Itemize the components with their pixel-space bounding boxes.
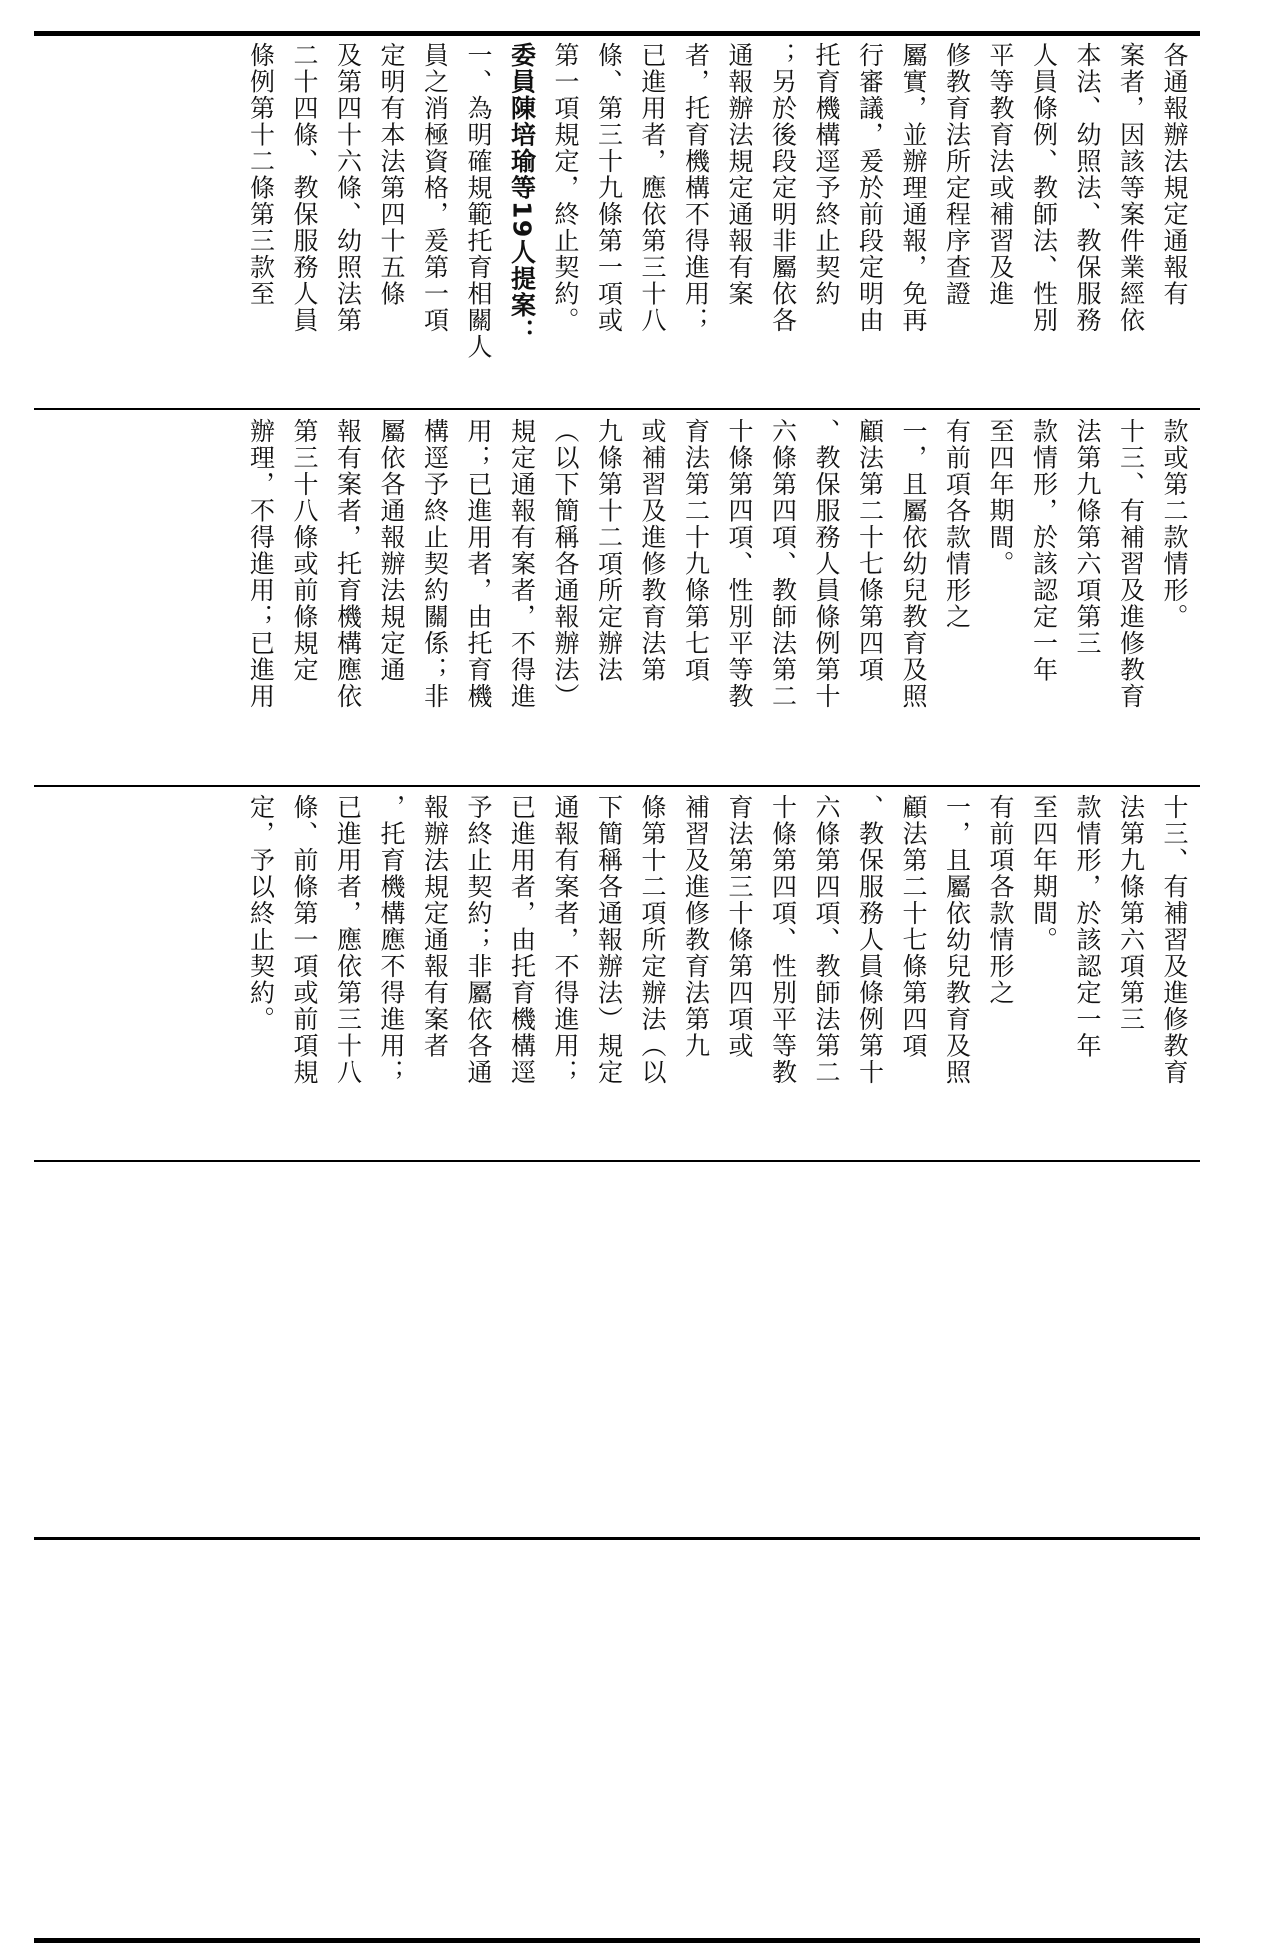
divider-rule xyxy=(34,408,1200,410)
text-line: 二十四條、教保服務人員 xyxy=(290,42,319,334)
text-line: 行審議，爰於前段定明由 xyxy=(855,42,885,334)
text-line: 十條第四項、性別平等教 xyxy=(768,794,798,1086)
text-line: 已進用者，應依第三十八 xyxy=(638,42,667,334)
text-line: 款或第二款情形。 xyxy=(1160,418,1189,630)
text-line: 育法第三十條第四項或 xyxy=(725,794,754,1059)
text-line: 或補習及進修教育法第 xyxy=(638,418,667,683)
text-line: 通報有案者，不得進用； xyxy=(551,794,580,1086)
text-line: 一、為明確規範托育相關人 xyxy=(464,42,493,360)
text-line: 法第九條第六項第三 xyxy=(1073,418,1102,657)
text-line: 定，予以終止契約。 xyxy=(246,794,276,1033)
text-line: 條、第三十九條第一項或 xyxy=(594,42,624,334)
divider-rule xyxy=(34,1537,1200,1540)
text-line: 條第十二項所定辦法（以 xyxy=(638,794,667,1086)
text-line: 六條第四項、教師法第二 xyxy=(812,794,841,1086)
text-line: 通報辦法規定通報有案 xyxy=(725,42,754,307)
text-line: 及第四十六條、幼照法第 xyxy=(333,42,363,334)
text-line: 員之消極資格，爰第一項 xyxy=(420,42,450,334)
text-line: 法第九條第六項第三 xyxy=(1116,794,1146,1033)
text-line: 一，且屬依幼兒教育及照 xyxy=(942,794,972,1086)
bottom-thick-rule xyxy=(34,1938,1200,1943)
text-line: 已進用者，應依第三十八 xyxy=(333,794,363,1086)
text-line: 定明有本法第四十五條 xyxy=(377,42,406,307)
text-line: 屬依各通報辦法規定通 xyxy=(377,418,406,683)
text-line: 款情形，於該認定一年 xyxy=(1073,794,1102,1059)
text-line: 報有案者，托育機構應依 xyxy=(333,418,363,710)
text-line: 下簡稱各通報辦法）規定 xyxy=(594,794,624,1086)
text-line: 、教保服務人員條例第十 xyxy=(855,794,885,1086)
text-line: 報辦法規定通報有案者 xyxy=(420,794,450,1059)
text-line: （以下簡稱各通報辦法） xyxy=(551,418,580,710)
text-line: 人員條例、教師法、性別 xyxy=(1029,42,1059,334)
text-line: 顧法第二十七條第四項 xyxy=(899,794,928,1059)
text-line: 規定通報有案者，不得進 xyxy=(507,418,537,710)
text-line: 條例第十二條第三款至 xyxy=(246,42,276,307)
divider-rule xyxy=(34,1160,1200,1162)
text-line: 顧法第二十七條第四項 xyxy=(855,418,885,683)
text-line: 六條第四項、教師法第二 xyxy=(768,418,798,710)
text-line: 第一項規定，終止契約。 xyxy=(551,42,580,334)
proposal-heading: 委員陳培瑜等19人提案： xyxy=(507,42,537,345)
text-line: 款情形，於該認定一年 xyxy=(1029,418,1059,683)
text-line: 各通報辦法規定通報有 xyxy=(1160,42,1189,307)
text-line: 用；已進用者，由托育機 xyxy=(464,418,493,710)
text-line: 予終止契約；非屬依各通 xyxy=(464,794,493,1086)
text-line: 一，且屬依幼兒教育及照 xyxy=(899,418,928,710)
text-line: 案者，因該等案件業經依 xyxy=(1116,42,1146,334)
text-line: 第三十八條或前條規定 xyxy=(290,418,319,683)
text-line: 有前項各款情形之 xyxy=(942,418,972,630)
text-line: ，托育機構應不得進用； xyxy=(377,794,406,1086)
text-line: 至四年期間。 xyxy=(1029,794,1059,953)
text-block-top xyxy=(40,42,1196,398)
text-line: 已進用者，由托育機構逕 xyxy=(507,794,537,1086)
text-line: 育法第二十九條第七項 xyxy=(681,418,711,683)
text-line: 條、前條第一項或前項規 xyxy=(290,794,319,1086)
text-block-middle xyxy=(40,418,1196,774)
text-line: 十三、有補習及進修教育 xyxy=(1116,418,1146,710)
text-line: 九條第十二項所定辦法 xyxy=(594,418,624,683)
top-thick-rule xyxy=(34,31,1200,36)
text-line: 有前項各款情形之 xyxy=(986,794,1015,1006)
text-line: 辦理，不得進用；已進用 xyxy=(246,418,276,710)
text-line: 構逕予終止契約關係；非 xyxy=(420,418,450,710)
text-line: 托育機構逕予終止契約 xyxy=(812,42,841,307)
text-line: 平等教育法或補習及進 xyxy=(986,42,1015,307)
text-line: 、教保服務人員條例第十 xyxy=(812,418,841,710)
text-line: ；另於後段定明非屬依各 xyxy=(768,42,798,334)
text-line: 屬實，並辦理通報，免再 xyxy=(899,42,928,334)
text-line: 本法、幼照法、教保服務 xyxy=(1073,42,1102,334)
text-line: 十三、有補習及進修教育 xyxy=(1160,794,1189,1086)
text-line: 者，托育機構不得進用； xyxy=(681,42,711,334)
text-line: 補習及進修教育法第九 xyxy=(681,794,711,1059)
text-line: 修教育法所定程序查證 xyxy=(942,42,972,307)
divider-rule xyxy=(34,785,1200,787)
text-line: 至四年期間。 xyxy=(986,418,1015,577)
text-block-bottom xyxy=(40,794,1196,1150)
text-line: 十條第四項、性別平等教 xyxy=(725,418,754,710)
